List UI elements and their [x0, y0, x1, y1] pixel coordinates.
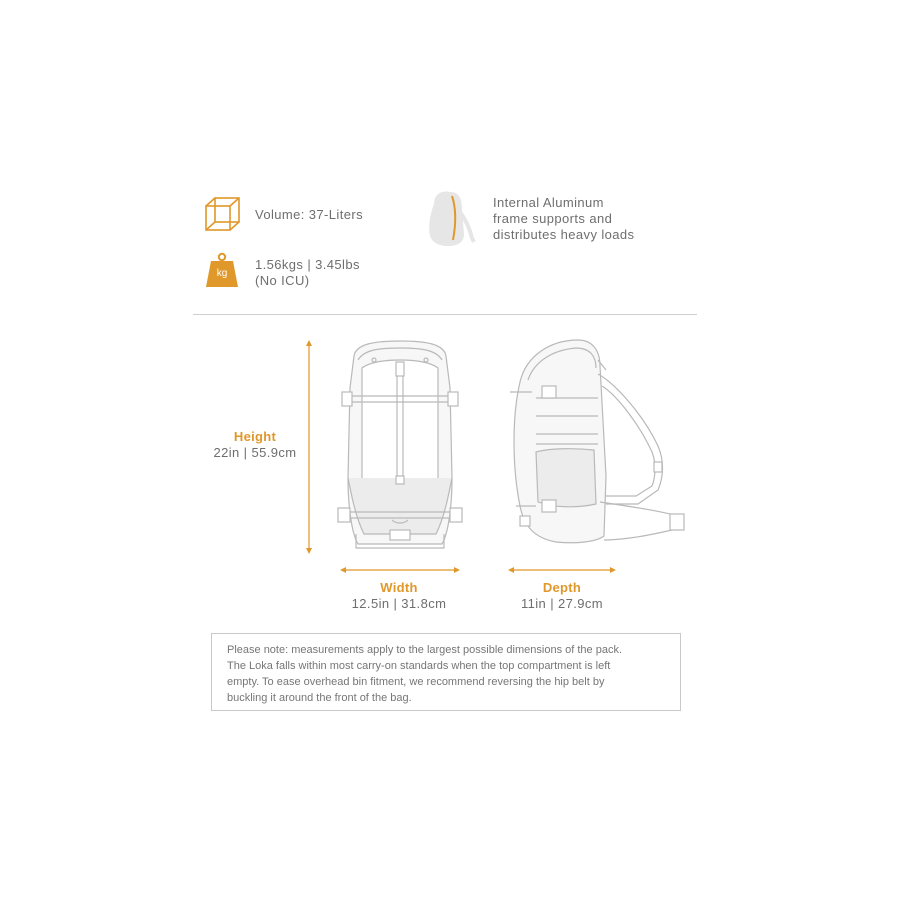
note-line-2: The Loka falls within most carry-on standards when the top compartment is left	[227, 660, 611, 672]
width-arrow	[340, 564, 460, 576]
note-line-1: Please note: measurements apply to the largest possible dimensions of the pack.	[227, 644, 623, 656]
backpack-side-illustration	[506, 336, 692, 550]
height-label: Height	[233, 429, 277, 444]
frame-text-line3: distributes heavy loads	[493, 227, 635, 242]
frame-text-line2: frame supports and	[493, 211, 613, 226]
height-value: 22in | 55.9cm	[213, 445, 297, 460]
weight-text-line1: 1.56kgs | 3.45lbs	[255, 257, 360, 272]
depth-value: 11in | 27.9cm	[520, 596, 604, 611]
section-divider	[193, 314, 697, 315]
frame-spec	[426, 190, 480, 250]
frame-icon	[426, 190, 480, 250]
width-label: Width	[380, 580, 418, 595]
weight-text-line2: (No ICU)	[255, 273, 310, 288]
volume-text: Volume: 37-Liters	[255, 207, 363, 222]
weight-spec	[205, 252, 239, 288]
depth-arrow	[508, 564, 616, 576]
note-line-4: buckling it around the front of the bag.	[227, 692, 412, 704]
backpack-front-illustration	[334, 338, 466, 552]
measurement-note	[211, 633, 681, 711]
note-line-3: empty. To ease overhead bin fitment, we recommend reversing the hip belt by	[227, 676, 605, 688]
volume-spec	[204, 196, 242, 234]
weight-icon-label: kg	[216, 268, 228, 279]
depth-label: Depth	[542, 580, 582, 595]
cube-icon	[204, 196, 242, 234]
width-value: 12.5in | 31.8cm	[351, 596, 447, 611]
frame-text-line1: Internal Aluminum	[493, 195, 604, 210]
